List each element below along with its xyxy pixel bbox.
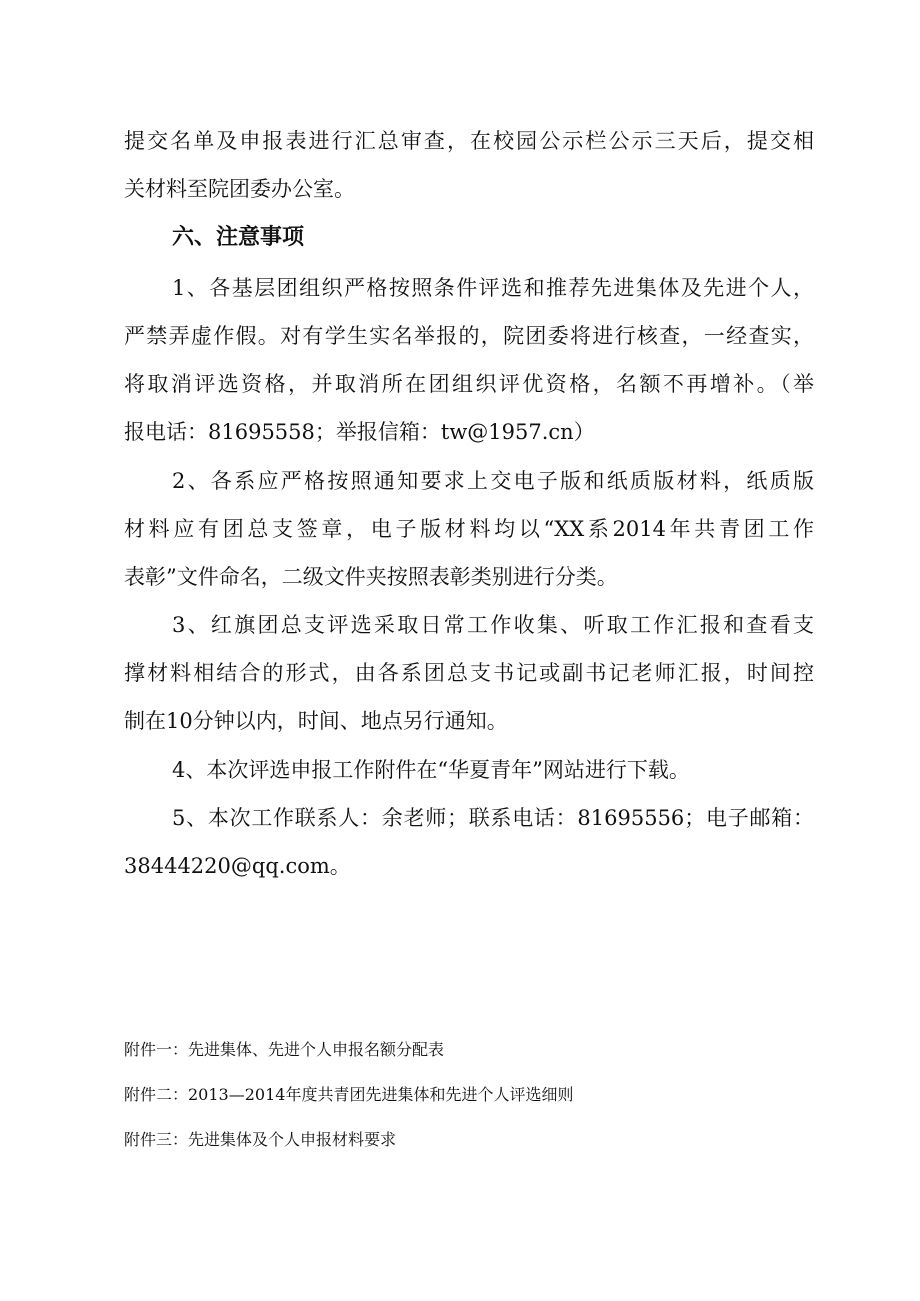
item-5-line-2: 38444220@qq.com。 xyxy=(124,854,351,878)
item-2-line-2: 材料应有团总支签章，电子版材料均以“XX系2014年共青团工作 xyxy=(124,517,814,541)
item-3-line-1: 3、红旗团总支评选采取日常工作收集、听取工作汇报和查看支 xyxy=(172,613,814,637)
intro-line-1: 提交名单及申报表进行汇总审查，在校园公示栏公示三天后，提交相 xyxy=(124,129,814,153)
attachment-1: 附件一：先进集体、先进个人申报名额分配表 xyxy=(124,1040,445,1059)
item-1-line-1: 1、各基层团组织严格按照条件评选和推荐先进集体及先进个人， xyxy=(172,276,814,300)
intro-line-2: 关材料至院团委办公室。 xyxy=(124,177,355,201)
item-1-line-2: 严禁弄虚作假。对有学生实名举报的，院团委将进行核查，一经查实， xyxy=(124,324,814,348)
item-1-line-3: 将取消评选资格，并取消所在团组织评优资格，名额不再增补。（举 xyxy=(124,372,814,396)
item-2-line-3: 表彰”文件命名，二级文件夹按照表彰类别进行分类。 xyxy=(124,565,618,589)
item-5-line-1: 5、本次工作联系人：余老师；联系电话：81695556；电子邮箱： xyxy=(172,806,814,830)
attachment-2: 附件二：2013—2014年度共青团先进集体和先进个人评选细则 xyxy=(124,1085,574,1104)
item-3-line-2: 撑材料相结合的形式，由各系团总支书记或副书记老师汇报，时间控 xyxy=(124,661,814,685)
item-3-line-3: 制在10分钟以内，时间、地点另行通知。 xyxy=(124,709,508,733)
item-1-line-4: 报电话：81695558；举报信箱：tw@1957.cn） xyxy=(124,420,595,444)
section-heading: 六、注意事项 xyxy=(172,225,305,250)
item-4-line-1: 4、本次评选申报工作附件在“华夏青年”网站进行下载。 xyxy=(172,758,690,782)
attachment-3: 附件三：先进集体及个人申报材料要求 xyxy=(124,1130,397,1149)
item-2-line-1: 2、各系应严格按照通知要求上交电子版和纸质版材料，纸质版 xyxy=(172,469,814,493)
